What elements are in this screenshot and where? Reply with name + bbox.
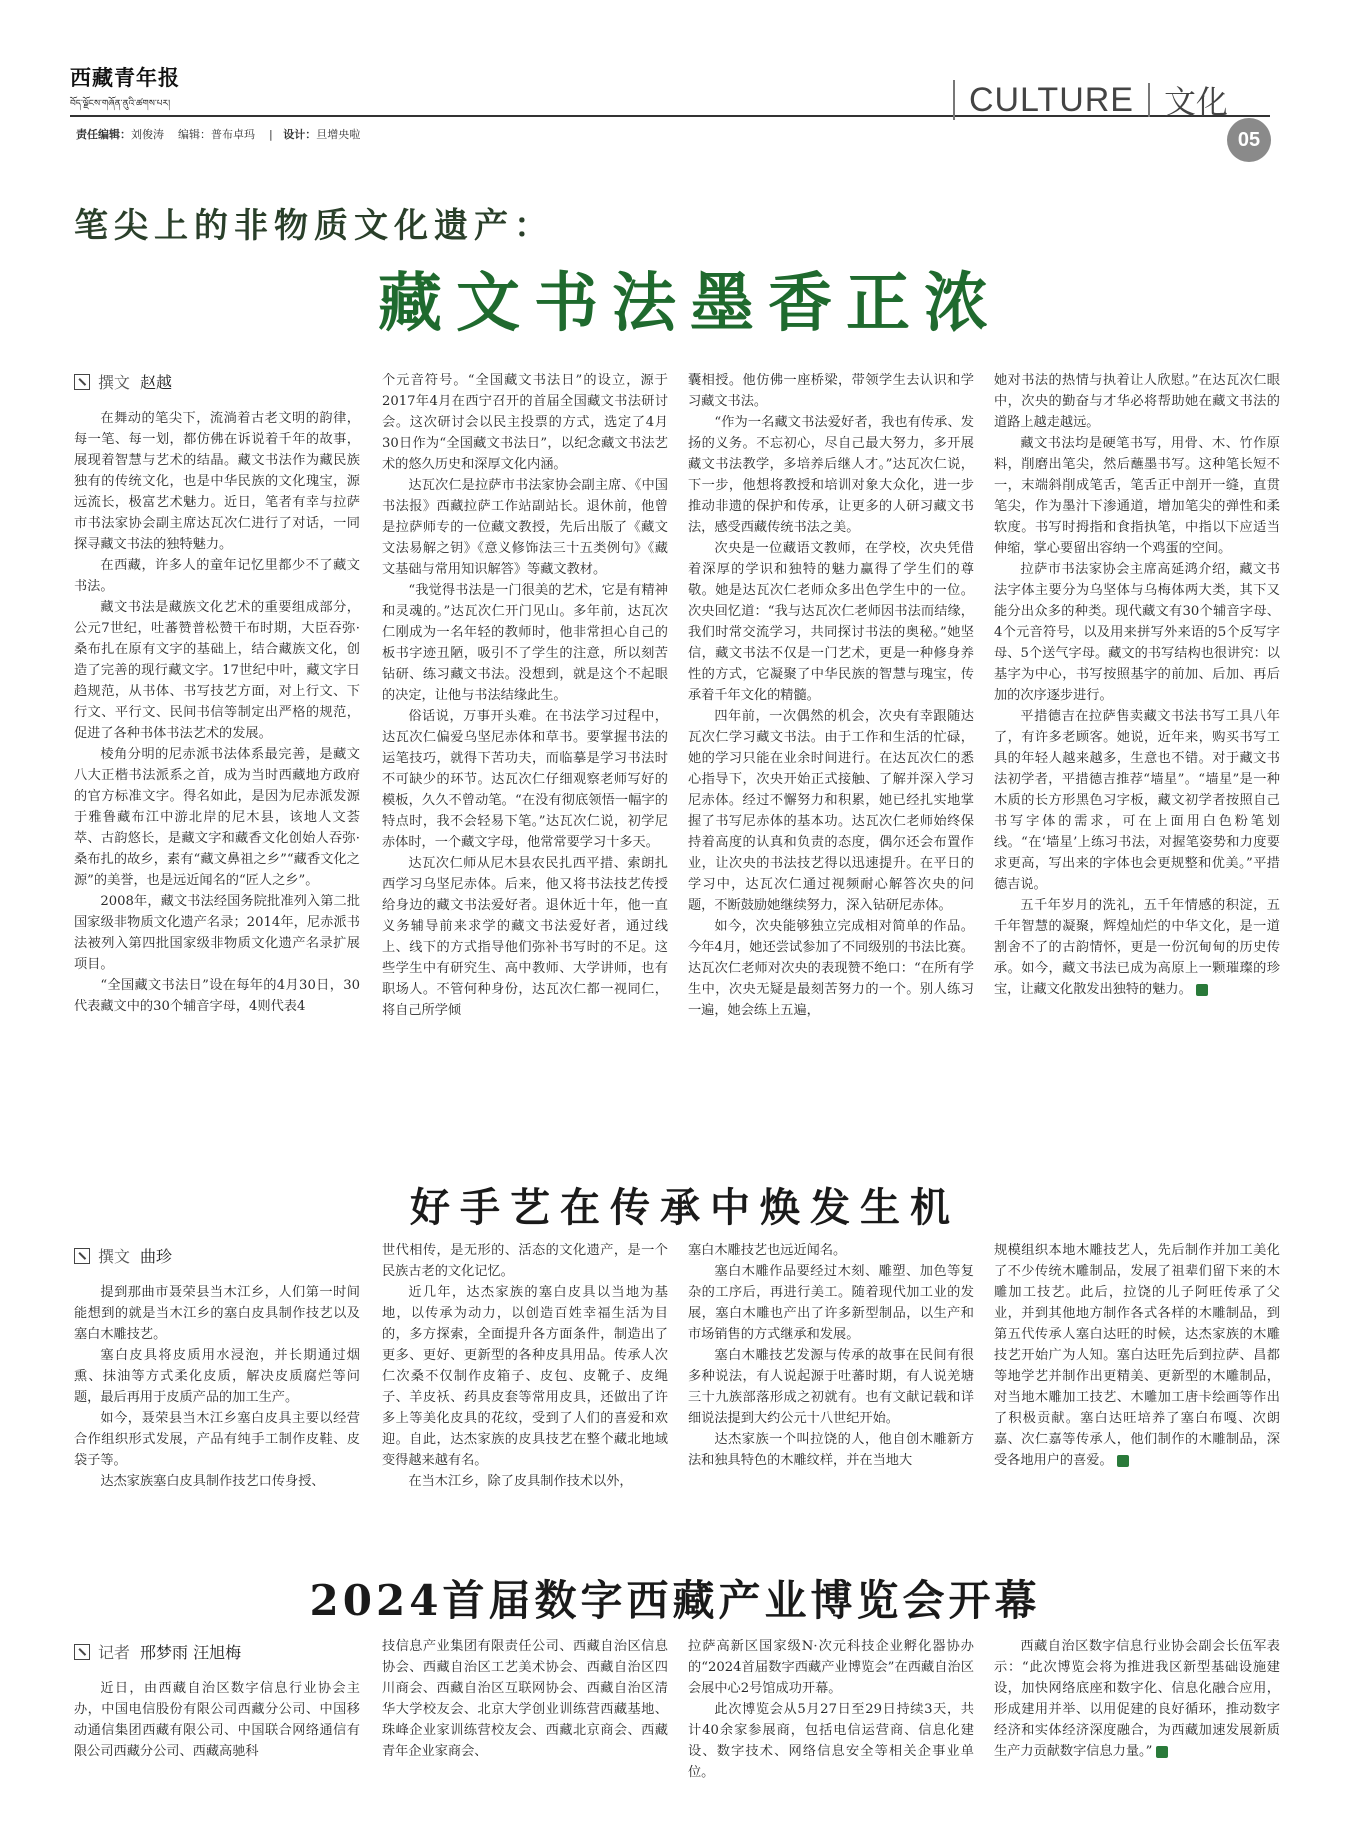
paragraph: 世代相传，是无形的、活态的文化遗产，是一个民族古老的文化记忆。 xyxy=(382,1243,668,1279)
end-mark-icon xyxy=(1156,1746,1168,1758)
article3-byline xyxy=(74,1640,241,1663)
article2-column-4 xyxy=(994,1240,1280,1471)
paragraph: 在当木江乡，除了皮具制作技术以外， xyxy=(408,1474,633,1489)
paragraph: 她对书法的热情与执着让人欣慰。”在达瓦次仁眼中，次央的勤奋与才华必将帮助她在藏文书法的道路上越走越远。 xyxy=(994,373,1280,430)
paragraph: 塞白木雕技艺也远近闻名。 xyxy=(688,1243,847,1258)
editor-label: 责任编辑： xyxy=(76,128,131,141)
end-mark-icon xyxy=(1117,1455,1129,1467)
paragraph: 藏文书法是藏族文化艺术的重要组成部分，公元7世纪，吐蕃赞普松赞干布时期，大臣吞弥·桑布扎在原有文字的基础上，结合藏族文化，创造了完善的现行藏文字。17世纪中叶，藏文字日趋规范，从书体、书写技艺方面，对上行文、下行文、平行文、民间书信等制定出严格的规范，促进了各种书体书法艺术的发展。 xyxy=(74,600,360,741)
paragraph: 此次博览会从5月27日至29日持续3天，共计40余家参展商，包括电信运营商、信息化建设、数字技术、网络信息安全等相关企事业单位。 xyxy=(688,1702,974,1780)
credit-divider: | xyxy=(269,128,273,141)
paragraph: 囊相授。他仿佛一座桥梁，带领学生去认识和学习藏文书法。 xyxy=(688,373,974,409)
article2-column-2 xyxy=(382,1240,668,1492)
editor2-label: 编辑： xyxy=(178,128,211,141)
article2-column-3 xyxy=(688,1240,974,1471)
pen-icon xyxy=(74,1248,90,1264)
paragraph: 技信息产业集团有限责任公司、西藏自治区信息协会、西藏自治区工艺美术协会、西藏自治区四川商会、西藏自治区互联网协会、西藏自治区清华大学校友会、北京大学创业训练营西藏基地、珠峰企业家训练营校友会、西藏北京商会、西藏青年企业家商会、 xyxy=(382,1639,668,1759)
newspaper-masthead xyxy=(70,62,270,119)
article1-byline xyxy=(74,370,172,393)
paragraph: 四年前，一次偶然的机会，次央有幸跟随达瓦次仁学习藏文书法。由于工作和生活的忙碌，她的学习只能在业余时间进行。在达瓦次仁的悉心指导下，次央开始正式接触、了解并深入学习尼赤体。经过不懈努力和积累，她已经扎实地掌握了书写尼赤体的基本功。达瓦次仁老师始终保持着高度的认真和负责的态度，偶尔还会布置作业，让次央的书法技艺得以迅速提升。在平日的学习中，达瓦次仁通过视频耐心解答次央的问题，不断鼓励她继续努力，深入钻研尼赤体。 xyxy=(688,709,974,913)
paragraph: 次央是一位藏语文教师，在学校，次央凭借着深厚的学识和独特的魅力赢得了学生们的尊敬。她是达瓦次仁老师众多出色学生中的一位。次央回忆道：“我与达瓦次仁老师因书法而结缘，我们时常交流学习，共同探讨书法的奥秘。”她坚信，藏文书法不仅是一门艺术，更是一种修身养性的方式，它凝聚了中华民族的智慧与瑰宝，传承着千年文化的精髓。 xyxy=(688,541,974,703)
paragraph: 在西藏，许多人的童年记忆里都少不了藏文书法。 xyxy=(74,558,360,594)
article1-kicker: 笔尖上的非物质文化遗产： xyxy=(74,206,554,246)
page-number: 05 xyxy=(1227,118,1271,162)
byline-author: 赵越 xyxy=(140,373,173,392)
pen-icon xyxy=(74,1644,90,1660)
paragraph: 拉萨市书法家协会主席高延鸿介绍，藏文书法字体主要分为乌坚体与乌梅体两大类，其下又能分出众多的种类。现代藏文有30个辅音字母、4个元音符号，以及用来拼写外来语的5个反写字母、5个送气字母。藏文的书写结构也很讲究：以基字为中心，书写按照基字的前加、后加、再后加的次序逐步进行。 xyxy=(994,562,1280,703)
section-separator xyxy=(1148,83,1150,117)
paragraph: 在舞动的笔尖下，流淌着古老文明的韵律，每一笔、每一划，都仿佛在诉说着千年的故事，展现着智慧与艺术的结晶。藏文书法作为藏民族独有的传统文化，也是中华民族的文化瑰宝，源远流长，极富艺术魅力。近日，笔者有幸与拉萨市书法家协会副主席达瓦次仁进行了对话，一同探寻藏文书法的独特魅力。 xyxy=(74,411,360,552)
article1-headline: 藏文书法墨香正浓 xyxy=(378,266,1002,341)
paragraph: 平措德吉在拉萨售卖藏文书法书写工具八年了，有许多老顾客。她说，近年来，购买书写工具的年轻人越来越多，生意也不错。对于藏文书法初学者，平措德吉推荐“墙星”。“墙星”是一种木质的长方形黑色习字板，藏文初学者按照自己书写字体的需求，可在上面用白色粉笔划线。“在‘墙星’上练习书法，对握笔姿势和力度要求更高，写出来的字体也会更规整和优美。”平措德吉说。 xyxy=(994,709,1280,892)
article1-column-3 xyxy=(688,370,974,1021)
section-name-en: CULTURE xyxy=(968,80,1134,119)
article1-column-4 xyxy=(994,370,1280,1000)
paragraph: 近日，由西藏自治区数字信息行业协会主办，中国电信股份有限公司西藏分公司、中国移动通信集团西藏有限公司、中国联合网络通信有限公司西藏分公司、西藏高驰科 xyxy=(74,1681,360,1759)
paragraph: 藏文书法均是硬笔书写，用骨、木、竹作原料，削磨出笔尖，然后蘸墨书写。这种笔长短不一，末端斜削成笔舌，笔舌正中剖开一缝，直贯笔尖，作为墨汁下渗通道，增加笔尖的弹性和柔软度。书写时拇指和食指执笔，中指以下应适当伸缩，掌心要留出容纳一个鸡蛋的空间。 xyxy=(994,436,1280,556)
paragraph: “作为一名藏文书法爱好者，我也有传承、发扬的义务。不忘初心，尽自己最大努力，多开展藏文书法教学，多培养后继人才。”达瓦次仁说，下一步，他想将教授和培训对象大众化，进一步推动非遗的保护和传承，让更多的人研习藏文书法，感受西藏传统书法之美。 xyxy=(688,415,974,535)
paragraph: 如今，聂荣县当木江乡塞白皮具主要以经营合作组织形式发展，产品有纯手工制作皮鞋、皮袋子等。 xyxy=(74,1411,360,1468)
editor-name: 刘俊涛 xyxy=(131,128,164,141)
paragraph: 拉萨高新区国家级N·次元科技企业孵化器协办的“2024首届数字西藏产业博览会”在西藏自治区会展中心2号馆成功开幕。 xyxy=(688,1639,974,1696)
byline-author: 邢梦雨 汪旭梅 xyxy=(140,1643,242,1662)
article2-headline: 好手艺在传承中焕发生机 xyxy=(410,1184,960,1231)
designer-name: 旦增央啦 xyxy=(316,128,361,141)
paragraph: 如今，次央能够独立完成相对简单的作品。今年4月，她还尝试参加了不同级别的书法比赛。达瓦次仁老师对次央的表现赞不绝口：“在所有学生中，次央无疑是最刻苦努力的一个。别人练习一遍，她会练上五遍， xyxy=(688,919,974,1018)
paragraph: 达杰家族一个叫拉饶的人，他自创木雕新方法和独具特色的木雕纹样，并在当地大 xyxy=(688,1432,974,1468)
designer-label: 设计： xyxy=(283,128,317,141)
article2-column-1 xyxy=(74,1282,360,1492)
paragraph: 俗话说，万事开头难。在书法学习过程中，达瓦次仁偏爱乌坚尼赤体和草书。要掌握书法的运笔技巧，就得下苦功夫，而临摹是学习书法时不可缺少的环节。达瓦次仁仔细观察老师写好的模板，久久不曾动笔。“在没有彻底领悟一幅字的特点时，我不会轻易下笔。”达瓦次仁说，初学尼赤体时，一个藏文字母，他常常要学习十多天。 xyxy=(382,709,668,850)
paragraph: 达瓦次仁是拉萨市书法家协会副主席、《中国书法报》西藏拉萨工作站副站长。退休前，他曾是拉萨师专的一位藏文教授，先后出版了《藏文文法易解之钥》《意义修饰法三十五类例句》《藏文基础与常用知识解答》等藏文教材。 xyxy=(382,478,668,577)
end-mark-icon xyxy=(1196,984,1208,996)
paragraph: 达瓦次仁师从尼木县农民扎西平措、索朗扎西学习乌坚尼赤体。后来，他又将书法技艺传授给身边的藏文书法爱好者。退休近十年，他一直义务辅导前来求学的藏文书法爱好者，通过线上、线下的方式指导他们弥补书写时的不足。这些学生中有研究生、高中教师、大学讲师，也有职场人。不管何种身份，达瓦次仁都一视同仁，将自己所学倾 xyxy=(382,856,668,1018)
paragraph: “全国藏文书法日”设在每年的4月30日，30代表藏文中的30个辅音字母，4则代表4 xyxy=(74,978,360,1014)
section-divider xyxy=(953,80,955,120)
section-name-zh: 文化 xyxy=(1163,83,1228,121)
paragraph: 2008年，藏文书法经国务院批准列入第二批国家级非物质文化遗产名录；2014年，尼赤派书法被列入第四批国家级非物质文化遗产名录扩展项目。 xyxy=(74,894,360,972)
byline-label: 撰文 xyxy=(98,1247,131,1266)
paragraph: 五千年岁月的洗礼，五千年情感的积淀，五千年智慧的凝聚，辉煌灿烂的中华文化，是一道割舍不了的古韵情怀，更是一份沉甸甸的历史传承。如今，藏文书法已成为高原上一颗璀璨的珍宝，让藏文化散发出独特的魅力。 xyxy=(994,898,1280,997)
paragraph: 达杰家族塞白皮具制作技艺口传身授、 xyxy=(100,1474,325,1489)
byline-label: 记者 xyxy=(98,1643,131,1662)
newspaper-name: 西藏青年报 xyxy=(70,65,180,90)
paragraph: “我觉得书法是一门很美的艺术，它是有精神和灵魂的。”达瓦次仁开门见山。多年前，达瓦次仁刚成为一名年轻的教师时，他非常担心自己的板书字迹丑陋，吸引不了学生的注意，所以刻苦钻研、练习藏文书法。没想到，就是这个不起眼的决定，让他与书法结缘此生。 xyxy=(382,583,668,703)
section-header xyxy=(953,80,1228,120)
article1-column-2 xyxy=(382,370,668,1021)
paragraph: 西藏自治区数字信息行业协会副会长伍军表示：“此次博览会将为推进我区新型基础设施建设，加快网络底座和数字化、信息化融合应用，形成建用并举、以用促建的良好循环，推动数字经济和实体经济深度融合，为西藏加速发展新质生产力贡献数字信息力量。” xyxy=(994,1639,1280,1759)
paragraph: 棱角分明的尼赤派书法体系最完善，是藏文八大正楷书法派系之首，成为当时西藏地方政府的官方标准文字。得名如此，是因为尼赤派发源于雅鲁藏布江中游北岸的尼木县，该地人文荟萃、古韵悠长，是藏文字和藏香文化创始人吞弥·桑布扎的故乡，素有“藏文鼻祖之乡”“藏香文化之源”的美誉，也是远近闻名的“匠人之乡”。 xyxy=(74,747,360,888)
article2-byline xyxy=(74,1244,172,1267)
paragraph: 规模组织本地木雕技艺人，先后制作并加工美化了不少传统木雕制品，发展了祖辈们留下来的木雕加工技艺。此后，拉饶的儿子阿旺传承了父业，并到其他地方制作各式各样的木雕制品，到第五代传承人塞白达旺的时候，达杰家族的木雕技艺开始广为人知。塞白达旺先后到拉萨、昌都等地学艺并制作出更精美、更新型的木雕制品，对当地木雕加工技艺、木雕加工唐卡绘画等作出了积极贡献。塞白达旺培养了塞白布嘎、次朗嘉、次仁嘉等传承人，他们制作的木雕制品，深受各地用户的喜爱。 xyxy=(994,1243,1280,1468)
article1-column-1 xyxy=(74,408,360,1017)
paragraph: 塞白木雕作品要经过木刻、雕塑、加色等复杂的工序后，再进行美工。随着现代加工业的发展，塞白木雕也产出了许多新型制品，以生产和市场销售的方式继承和发展。 xyxy=(688,1264,974,1342)
editor2-name: 普布卓玛 xyxy=(211,128,255,141)
pen-icon xyxy=(74,374,90,390)
byline-author: 曲珍 xyxy=(140,1247,173,1266)
paragraph: 塞白木雕技艺发源与传承的故事在民间有很多种说法，有人说起源于吐蕃时期，有人说羌塘三十九族部落形成之初就有。也有文献记载和详细说法提到大约公元十八世纪开始。 xyxy=(688,1348,974,1426)
editor-credits xyxy=(76,126,360,142)
paragraph: 提到那曲市聂荣县当木江乡，人们第一时间能想到的就是当木江乡的塞白皮具制作技艺以及塞白木雕技艺。 xyxy=(74,1285,360,1342)
paragraph: 个元音符号。“全国藏文书法日”的设立，源于2017年4月在西宁召开的首届全国藏文书法研讨会。这次研讨会以民主投票的方式，选定了4月30日作为“全国藏文书法日”，以纪念藏文书法艺术的悠久历史和深厚文化内涵。 xyxy=(382,373,668,472)
article3-column-4 xyxy=(994,1636,1280,1762)
article3-column-1 xyxy=(74,1678,360,1762)
article3-headline: 2024首届数字西藏产业博览会开幕 xyxy=(309,1576,1041,1625)
paragraph: 塞白皮具将皮质用水浸泡，并长期通过烟熏、抹油等方式柔化皮质，解决皮质腐烂等问题，最后再用于皮质产品的加工生产。 xyxy=(74,1348,360,1405)
article3-column-3 xyxy=(688,1636,974,1783)
newspaper-name-tibetan: བོད་ལྗོངས་གཞོན་ནུའི་ཚགས་པར། xyxy=(70,99,171,109)
paragraph: 近几年，达杰家族的塞白皮具以当地为基地，以传承为动力，以创造百姓幸福生活为目的，多方探索，全面提升各方面条件，制造出了更多、更好、更新型的各种皮具用品。传承人次仁次桑不仅制作皮箱子、皮包、皮靴子、皮绳子、羊皮袄、药具皮套等常用皮具，还做出了许多上等美化皮具的花纹，受到了人们的喜爱和欢迎。自此，达杰家族的皮具技艺在整个藏北地域变得越来越有名。 xyxy=(382,1285,668,1468)
article3-column-2 xyxy=(382,1636,668,1762)
byline-label: 撰文 xyxy=(98,373,131,392)
